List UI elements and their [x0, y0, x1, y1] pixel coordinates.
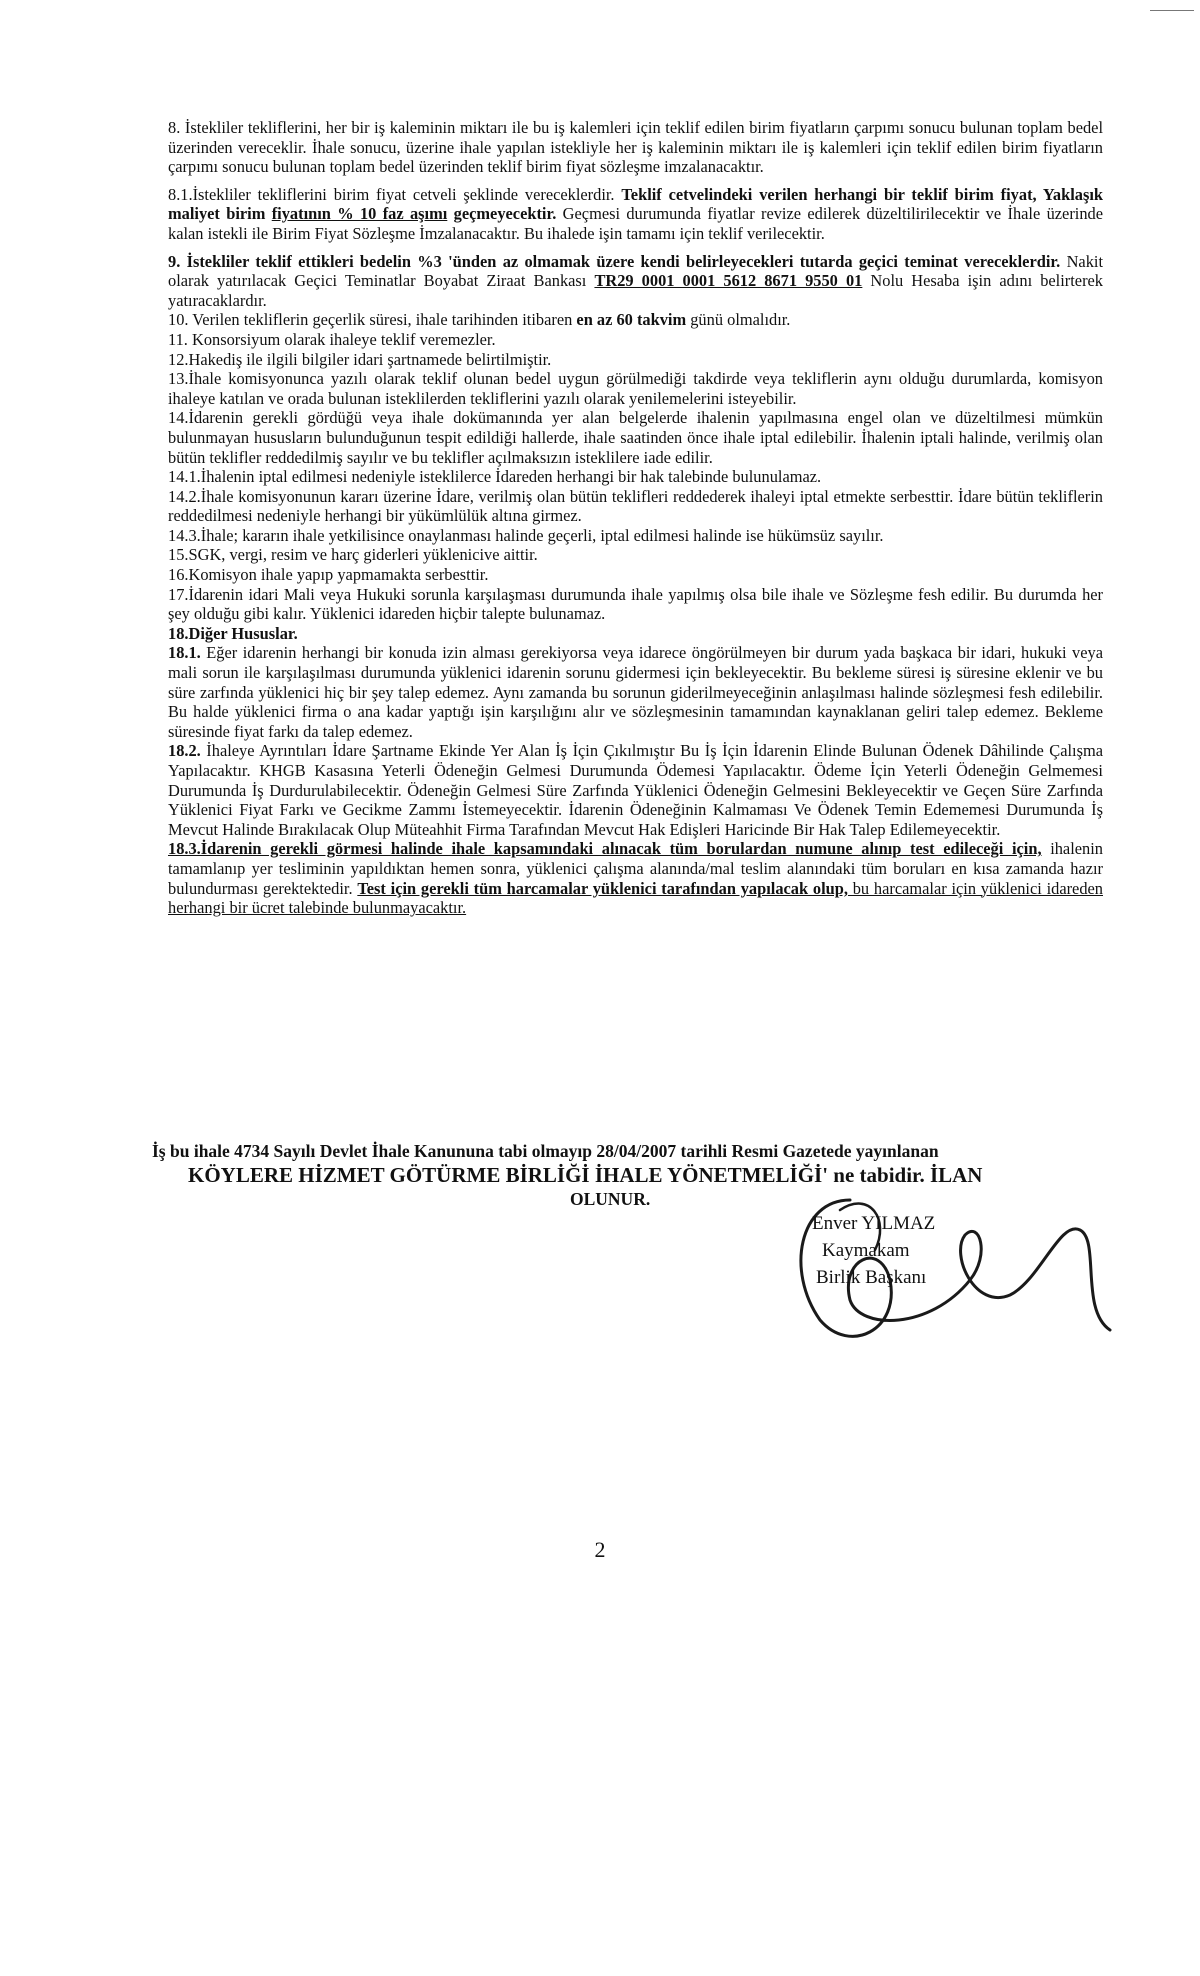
clause-18-heading: 18.Diğer Hususlar.	[168, 623, 298, 643]
clause-18-2: 18.2. İhaleye Ayrıntıları İdare Şartname Ekinde Yer Alan İş İçin Çıkılmıştır Bu İş İçin İdarenin Elinde Bulunan Ödenek Dâhilinde Çalışma Yapılacaktır. KHGB Kasasına Yeterli Ödeneğin Gelmesi Durumunda Ödemesi Yapılacaktır. Ödeme İçin Yeterli Ödeneğin Gelmemesi Durumunda İş Durdurulabilecektir. Ödeneğin Gelmesi Süre Zarfında Yüklenici Ödeneğin Gelmesini Bekleyecektir ve Geçen Süre Zarfında Yüklenici Fiyat Farkı ve Gecikme Zammı İstemeyecektir. İdarenin Ödeneğinin Kalmaması Ve Ödenek Temin Edememesi Durumunda İş Mevcut Halinde Bırakılacak Olup Müteahhit Firma Tarafından Mevcut Hak Edişleri Haricinde Bir Hak Talep Edilemeyecektir.	[168, 741, 1103, 839]
closing-line-2: KÖYLERE HİZMET GÖTÜRME BİRLİĞİ İHALE YÖNETMELİĞİ' ne tabidir. İLAN	[188, 1163, 983, 1187]
clause-14: 14.İdarenin gerekli gördüğü veya ihale dokümanında yer alan belgelerde ihalenin yapılmasına engel olan ve düzeltilmesi mümkün bulunmayan hususların bulunduğunun tespit edildiği hallerde, ihale saatinden önce ihale iptal edilebilir. İhalenin iptali halinde, verilmiş olan bütün teklifler reddedilmiş sayılır ve bu teklifler açılmaksızın isteklilere iade edilir.	[168, 408, 1103, 467]
clause-8-1: 8.1.İstekliler tekliflerini birim fiyat cetveli şeklinde vereceklerdir. Teklif cetvelindeki verilen herhangi bir teklif birim fiyat, Yaklaşık maliyet birim fiyatının % 10 faz aşımı geçmeyecektir. Geçmesi durumunda fiyatlar revize edilerek düzeltilirilecektir ve İhale üzerinde kalan istekli ile Birim Fiyat Sözleşme İmzalanacaktır. Bu ihalede işin tamamı için teklif verilecektir.	[168, 184, 1104, 243]
clause-14-2: 14.2.İhale komisyonunun kararı üzerine İdare, verilmiş olan bütün teklifleri reddederek ihaleyi iptal etmekte serbesttir. İdare bütün tekliflerin reddedilmesi nedeniyle herhangi bir yükümlülük altına girmez.	[168, 486, 1103, 526]
clause-15: 15.SGK, vergi, resim ve harç giderleri yüklenicive aittir.	[168, 545, 538, 565]
document-body	[168, 118, 1103, 918]
clause-13: 13.İhale komisyonunca yazılı olarak teklif olunan bedel uygun görülmediği takdirde veya tekliflerin aynı olduğu durumlarda, komisyon ihaleye katılan ve orada bulunan isteklilerden tekliflerini yazılı olarak yenilemelerini isteyebilir.	[168, 369, 1103, 408]
clause-18-1: 18.1. Eğer idarenin herhangi bir konuda izin alması gerekiyorsa veya idarece öngörülmeyen bir durum yada başkaca bir idari, hukuki veya mali sorun ile karşılaşılması durumunda yüklenici idarenin sorunu gidermesi için bekleyecektir. Bu bekleme süresi iş süresine eklenir ve bu süre zarfında yüklenici hiç bir şey talep edemez. Aynı zamanda bu sorunun giderilmeyeceğinin anlaşılması halinde sözleşmesi fesh edilebilir. Bu halde yüklenici firma o ana kadar yaptığı işin karşılığını alır ve sözleşmesinin tamamından kaynaklanan geliri talep edemez. Bekleme süresinde fiyat farkı da talep edemez.	[168, 643, 1103, 741]
clause-18-3: 18.3.İdarenin gerekli görmesi halinde ihale kapsamındaki alınacak tüm borulardan numune alınıp test edileceği için, ihalenin tamamlanıp yer tesliminin yapıldıktan hemen sonra, yüklenici çalışma alanında/mal teslim alanındaki tüm boruları en kısa zamanda hazır bulundurması gerektektedir. Test için gerekli tüm harcamalar yüklenici tarafından yapılacak olup, bu harcamalar için yüklenici idareden herhangi bir ücret talebinde bulunmayacaktır.	[168, 839, 1103, 918]
closing-line-3: OLUNUR.	[570, 1189, 651, 1209]
clause-12: 12.Hakediş ile ilgili bilgiler idari şartnamede belirtilmiştir.	[168, 349, 552, 369]
signature-block	[812, 1210, 935, 1291]
signatory-title-2: Birlik Başkanı	[816, 1267, 927, 1288]
signatory-name: Enver YILMAZ	[812, 1213, 936, 1234]
clause-8: 8. İstekliler tekliflerini, her bir iş kaleminin miktarı ile bu iş kalemleri için teklif edilen birim fiyatların çarpımı sonucu bulunan toplam bedel üzerinden vereceklir. İhale sonucu, üzerine ihale yapılan istekliyle her iş kaleminin miktarı ile iş kalemleri için teklif edilen birim fiyatların çarpımı sonucu bulunan toplam bedel üzerinden teklif birim fiyat sözleşme imzalanacaktır.	[168, 118, 1103, 177]
closing-line-1: İş bu ihale 4734 Sayılı Devlet İhale Kanununa tabi olmayıp 28/04/2007 tarihli Resmi Gazetede yayınlanan	[152, 1141, 939, 1161]
clause-14-1: 14.1.İhalenin iptal edilmesi nedeniyle isteklilerce İdareden herhangi bir hak talebinde bulunulamaz.	[168, 467, 822, 487]
bank-iban: TR29 0001 0001 5612 8671 9550 01	[594, 271, 863, 291]
scan-edge-line	[1150, 10, 1194, 11]
clause-9: 9. İstekliler teklif ettikleri bedelin %3 'ünden az olmamak üzere kendi belirleyecekleri tutarda geçici teminat vereceklerdir. Nakit olarak yatırılacak Geçici Teminatlar Boyabat Ziraat Bankası TR29 0001 0001 5612 8671 9550 01 Nolu Hesaba işin adını belirterek yatıracaklardır.	[168, 251, 1104, 310]
signatory-title-1: Kaymakam	[822, 1240, 910, 1261]
clause-11: 11. Konsorsiyum olarak ihaleye teklif veremezler.	[168, 329, 496, 349]
page-number: 2	[594, 1537, 606, 1562]
clause-16: 16.Komisyon ihale yapıp yapmamakta serbesttir.	[168, 565, 489, 585]
clause-14-3: 14.3.İhale; kararın ihale yetkilisince onaylanması halinde geçerli, iptal edilmesi halinde ise hükümsüz sayılır.	[168, 525, 884, 545]
clause-10: 10. Verilen tekliflerin geçerlik süresi, ihale tarihinden itibaren en az 60 takvim günü olmalıdır.	[168, 310, 791, 330]
clause-17: 17.İdarenin idari Mali veya Hukuki sorunla karşılaşması durumunda ihale yapılmış olsa bile ihale ve Sözleşme fesh edilir. Bu durumda her şey olduğu gibi kalır. Yüklenici idareden hiçbir talepte bulunamaz.	[168, 584, 1103, 624]
